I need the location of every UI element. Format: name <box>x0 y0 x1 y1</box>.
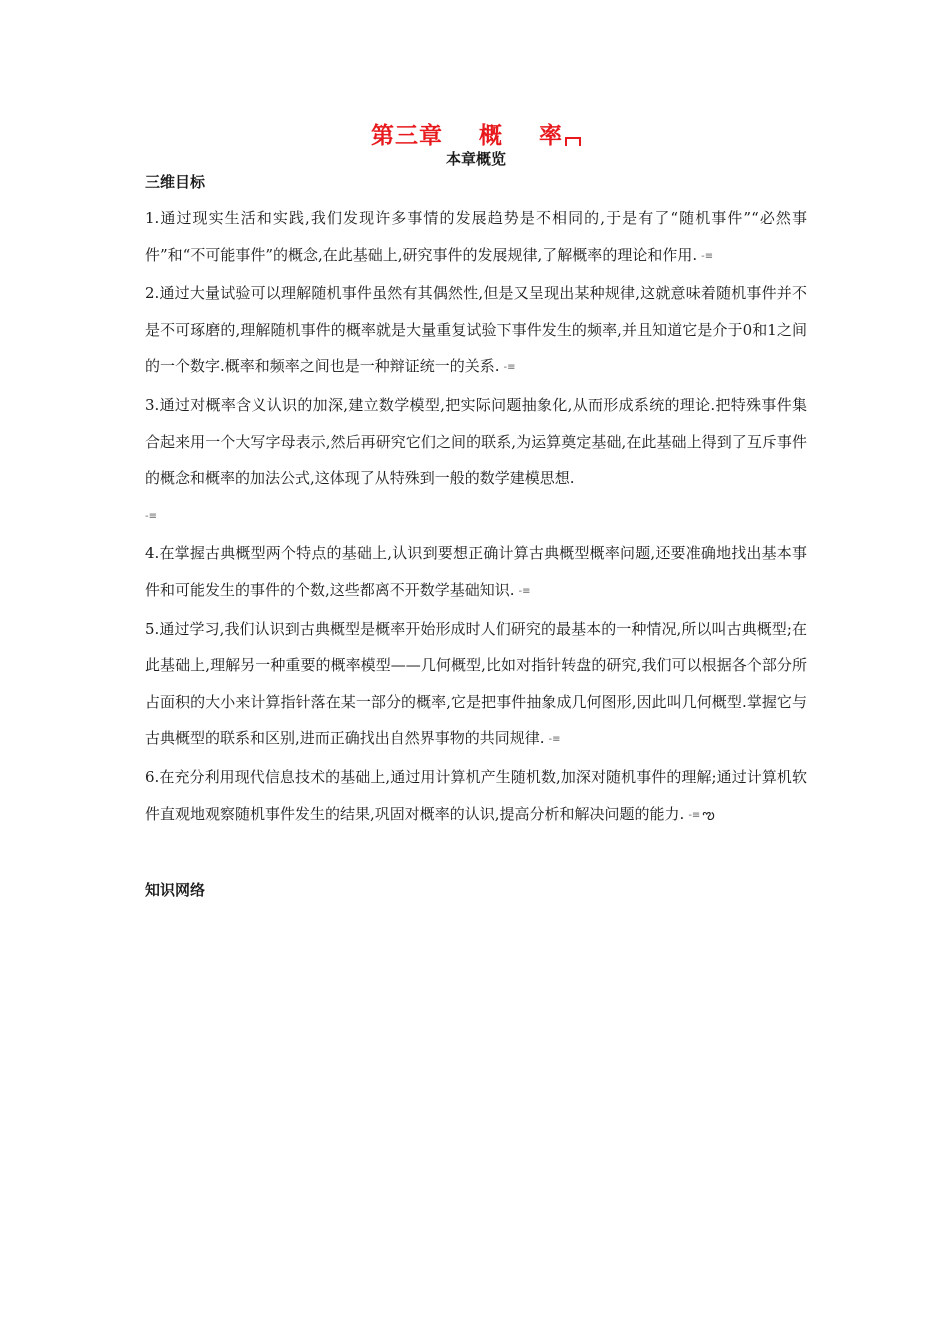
goal-text: 1.通过现实生活和实践,我们发现许多事情的发展趋势是不相同的,于是有了“随机事件”“必然事件”和“不可能事件”的概念,在此基础上,研究事件的发展规律,了解概率的理论和作用. <box>145 209 807 264</box>
goal-paragraph-6 <box>145 759 807 834</box>
goal-paragraph-2 <box>145 275 807 387</box>
chapter-subtitle: 本章概览 <box>445 150 506 168</box>
tail-glyph-icon: ఌ <box>702 806 715 823</box>
paragraph-mark-icon: -≡ <box>688 809 701 821</box>
goal-paragraph-3 <box>145 387 807 535</box>
paragraph-mark-icon: -≡ <box>518 585 531 597</box>
goal-text: 4.在掌握古典概型两个特点的基础上,认识到要想正确计算古典概型概率问题,还要准确地找出基本事件和可能发生的事件的个数,这些都离不开数学基础知识. <box>145 544 807 599</box>
paragraph-mark-icon: -≡ <box>548 734 561 746</box>
goals-list <box>145 200 807 834</box>
paragraph-mark-icon: -≡ <box>145 510 157 522</box>
paragraph-mark-icon: -≡ <box>701 250 714 262</box>
document-page <box>145 118 807 902</box>
goal-paragraph-1 <box>145 200 807 275</box>
goal-text: 3.通过对概率含义认识的加深,建立数学模型,把实际问题抽象化,从而形成系统的理论.把特殊事件集合起来用一个大写字母表示,然后再研究它们之间的联系,为运算奠定基础,在此基础上得到了互斥事件的概念和概率的加法公式,这体现了从特殊到一般的数学建模思想. <box>145 395 807 488</box>
section-heading-goals: 三维目标 <box>145 173 206 191</box>
title-bracket-icon <box>565 137 581 146</box>
goal-paragraph-4 <box>145 535 807 610</box>
paragraph-mark-icon: -≡ <box>503 362 516 374</box>
goal-text: 2.通过大量试验可以理解随机事件虽然有其偶然性,但是又呈现出某种规律,这就意味着随机事件并不是不可琢磨的,理解随机事件的概率就是大量重复试验下事件发生的频率,并且知道它是介于0和1之间的一个数字.概率和频率之间也是一种辩证统一的关系. <box>145 284 807 376</box>
section-heading-network: 知识网络 <box>145 881 206 900</box>
goal-paragraph-5 <box>145 611 807 759</box>
goal-text: 5.通过学习,我们认识到古典概型是概率开始形成时人们研究的最基本的一种情况,所以叫古典概型;在此基础上,理解另一种重要的概率模型——几何概型,比如对指针转盘的研究,我们可以根据各个部分所占面积的大小来计算指针落在某一部分的概率,它是把事件抽象成几何图形,因此叫几何概型.掌握它与古典概型的联系和区别,进而正确找出自然界事物的共同规律. <box>145 619 807 748</box>
goal-text: 6.在充分利用现代信息技术的基础上,通过用计算机产生随机数,加深对随机事件的理解;通过计算机软件直观地观察随机事件发生的结果,巩固对概率的认识,提高分析和解决问题的能力. <box>145 767 807 823</box>
chapter-title-text: 第三章 概 率 <box>370 123 564 149</box>
